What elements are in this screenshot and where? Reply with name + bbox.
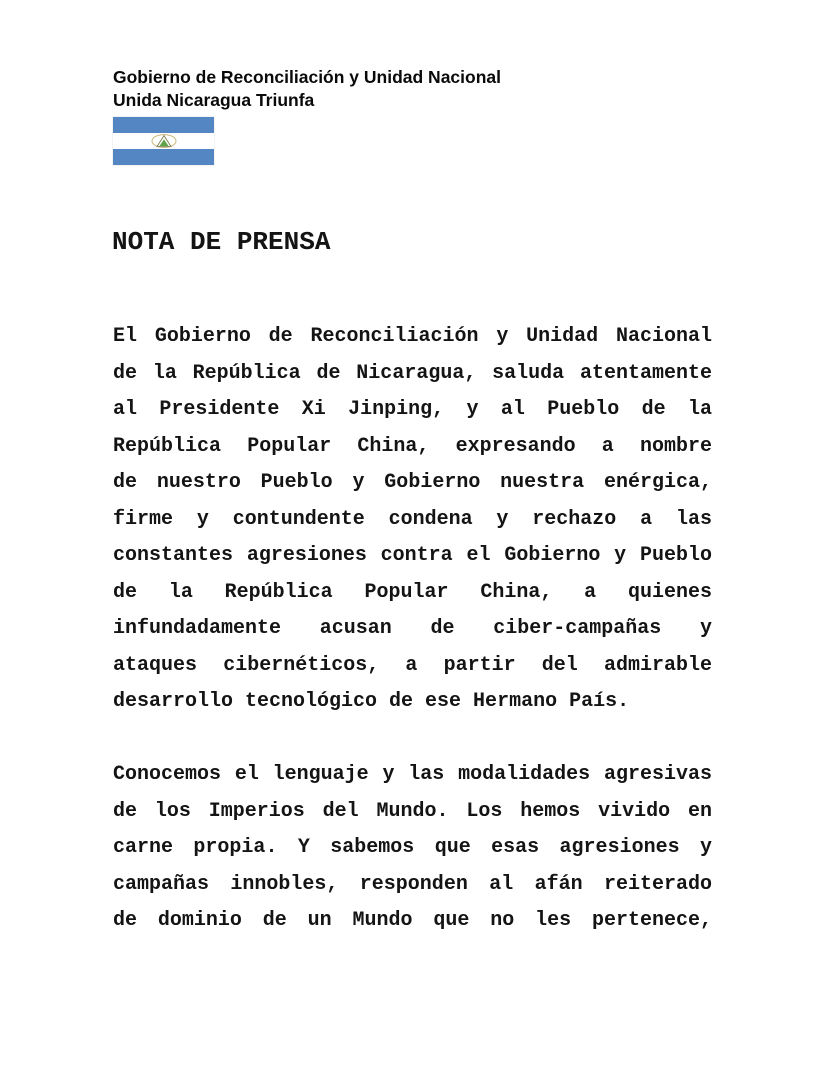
flag-coat-of-arms-icon	[151, 134, 177, 148]
body-line: infundadamente acusan de ciber-campañas y	[113, 617, 712, 640]
body-line: El Gobierno de Reconciliación y Unidad Nacional	[113, 325, 712, 348]
letterhead	[113, 66, 501, 112]
body-line: carne propia. Y sabemos que esas agresiones y	[113, 836, 712, 859]
body-line: al Presidente Xi Jinping, y al Pueblo de la	[113, 398, 712, 421]
document-title: NOTA DE PRENSA	[112, 227, 331, 257]
flag-stripe-blue-bottom	[113, 149, 214, 165]
body-line: de la República de Nicaragua, saluda atentamente	[113, 361, 712, 385]
body-line: Conocemos el lenguaje y las modalidades agresivas	[113, 763, 712, 786]
body-line: de dominio de un Mundo que no les pertenece,	[113, 909, 712, 932]
body-line: firme y contundente condena y rechazo a las	[113, 507, 712, 531]
letterhead-line1: Gobierno de Reconciliación y Unidad Nacional	[113, 67, 501, 87]
body-line: de la República Popular China, a quienes	[113, 580, 712, 604]
nicaragua-flag	[113, 117, 214, 165]
letterhead-line2: Unida Nicaragua Triunfa	[113, 90, 315, 110]
body-line: de nuestro Pueblo y Gobierno nuestra enérgica,	[113, 471, 712, 494]
paragraph-1	[113, 319, 712, 721]
document-body	[113, 319, 712, 976]
body-line: de los Imperios del Mundo. Los hemos vivido en	[113, 799, 712, 823]
flag-stripe-white	[113, 133, 214, 149]
flag-stripe-blue-top	[113, 117, 214, 133]
body-line: campañas innobles, responden al afán reiterado	[113, 872, 712, 896]
body-line: República Popular China, expresando a nombre	[113, 434, 712, 458]
body-line: constantes agresiones contra el Gobierno y Pueblo	[113, 544, 712, 567]
body-line: ataques cibernéticos, a partir del admirable	[113, 653, 712, 677]
paragraph-2	[113, 757, 712, 940]
body-line: desarrollo tecnológico de ese Hermano País.	[113, 690, 630, 713]
